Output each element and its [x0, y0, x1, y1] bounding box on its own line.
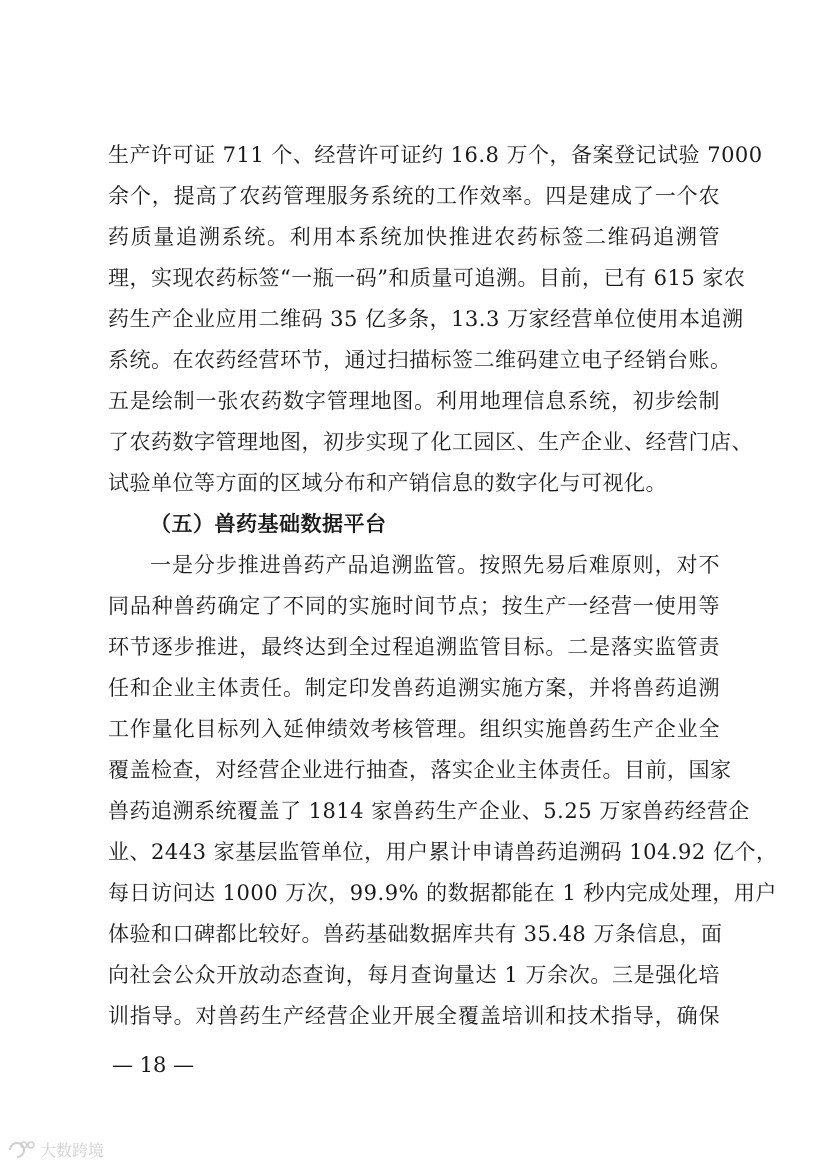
text-line: 生产许可证 711 个、经营许可证约 16.8 万个，备案登记试验 7000 [108, 143, 763, 167]
watermark-text: 大数跨境 [40, 1141, 105, 1160]
text-line: 药质量追溯系统。利用本系统加快推进农药标签二维码追溯管 [108, 225, 720, 249]
text-line: 覆盖检查，对经营企业进行抽查，落实企业主体责任。目前，国家 [108, 758, 732, 782]
text-line: 同品种兽药确定了不同的实施时间节点；按生产一经营一使用等 [108, 594, 720, 618]
text-line: 体验和口碑都比较好。兽药基础数据库共有 35.48 万条信息，面 [108, 922, 723, 946]
text-line: 每日访问达 1000 万次，99.9% 的数据都能在 1 秒内完成处理，用户 [108, 881, 777, 905]
page-number: — 18 — [112, 1053, 195, 1077]
section-heading: （五）兽药基础数据平台 [150, 512, 387, 536]
text-line: 工作量化目标列入延伸绩效考核管理。组织实施兽药生产企业全 [108, 717, 720, 741]
watermark-logo-icon [6, 1139, 36, 1161]
text-line: 训指导。对兽药生产经营企业开展全覆盖培训和技术指导，确保 [108, 1004, 720, 1028]
text-line: 余个，提高了农药管理服务系统的工作效率。四是建成了一个农 [108, 184, 720, 208]
text-line: 了农药数字管理地图，初步实现了化工园区、生产企业、经营门店、 [108, 430, 753, 454]
text-line: 业、2443 家基层监管单位，用户累计申请兽药追溯码 104.92 亿个， [108, 840, 778, 864]
text-line: 理，实现农药标签“一瓶一码”和质量可追溯。目前，已有 615 家农 [108, 266, 746, 290]
text-line: 系统。在农药经营环节，通过扫描标签二维码建立电子经销台账。 [108, 348, 732, 372]
text-line: 兽药追溯系统覆盖了 1814 家兽药生产企业、5.25 万家兽药经营企 [108, 799, 750, 823]
text-line: 环节逐步推进，最终达到全过程追溯监管目标。二是落实监管责 [108, 635, 720, 659]
text-line: 试验单位等方面的区域分布和产销信息的数字化与可视化。 [108, 471, 667, 495]
text-line: 五是绘制一张农药数字管理地图。利用地理信息系统，初步绘制 [108, 389, 720, 413]
text-line: 向社会公众开放动态查询，每月查询量达 1 万余次。三是强化培 [108, 963, 720, 987]
text-line: 任和企业主体责任。制定印发兽药追溯实施方案，并将兽药追溯 [108, 676, 720, 700]
body-text [108, 135, 778, 1037]
text-line: 药生产企业应用二维码 35 亿多条，13.3 万家经营单位使用本追溯 [108, 307, 744, 331]
watermark [6, 1138, 104, 1161]
text-line: 一是分步推进兽药产品追溯监管。按照先易后难原则，对不 [150, 553, 720, 577]
